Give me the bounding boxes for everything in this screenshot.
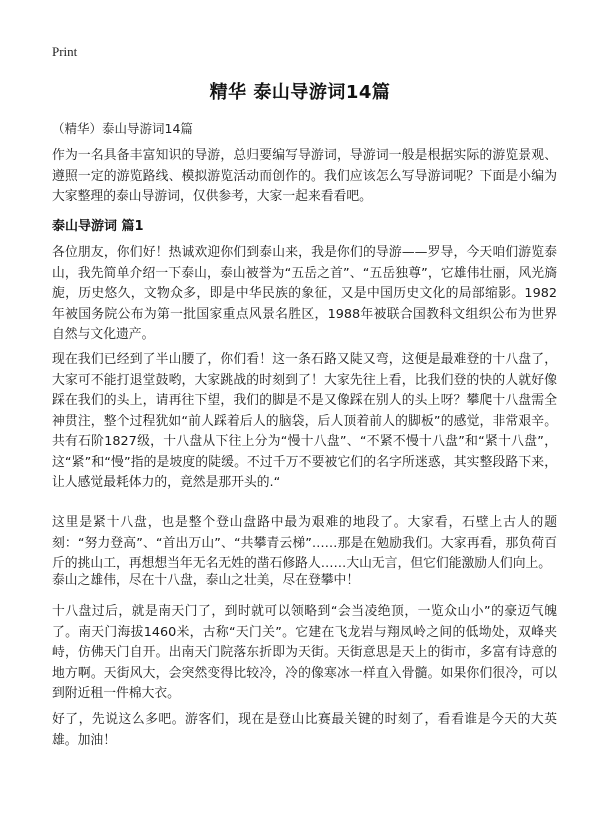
intro-paragraph: 作为一名具备丰富知识的导游，总归要编写导游词，导游词一般是根据实际的游览景观、遵照一定的游览路线、模拟游览活动而创作的。我们应该怎么写导游词呢？下面是小编为大家整理的泰山导游词，仅供参考，大家一起来看看吧。 (52, 148, 557, 204)
body-paragraph: 十八盘过后，就是南天门了，到时就可以领略到“会当凌绝顶，一览众山小”的豪迈气魄了。南天门海拔1460米，古称“天门关”。它建在飞龙岩与翔凤岭之间的低坳处，双峰夹峙，仿佛天门自开。出南天门院落东折即为天街。天街意思是天上的街市，多富有诗意的地方啊。天街风大，会突然变得比较冷，冷的像寒冰一样直入骨髓。如果你们很冷，可以到附近租一件棉大衣。 (52, 604, 557, 701)
body-paragraph: 各位朋友，你们好！热诚欢迎你们到泰山来，我是你们的导游——罗导，今天咱们游览泰山，我先简单介绍一下泰山，泰山被誉为“五岳之首”、“五岳独尊”，它雄伟壮丽，风光旖旎，历史悠久，文物众多，即是中华民族的象征，又是中国历史文化的局部缩影。1982年被国务院公布为第一批国家重点风景名胜区，1988年被联合国教科文组织公布为世界自然与文化遗产。 (52, 245, 557, 342)
body-paragraph: 好了，先说这么多吧。游客们，现在是登山比赛最关键的时刻了，看看谁是今天的大英雄。加油！ (52, 712, 557, 748)
document-subtitle: （精华）泰山导游词14篇 (52, 121, 193, 136)
paragraph-block-1 (52, 243, 557, 346)
section-heading: 泰山导游词 篇1 (52, 219, 144, 234)
intro-block (52, 146, 557, 208)
print-link[interactable]: Print (52, 44, 78, 59)
page-title: 精华 泰山导游词14篇 (209, 82, 391, 103)
paragraph-block-5 (52, 602, 557, 705)
paragraph-block-6 (52, 710, 557, 751)
paragraph-block-4 (52, 571, 557, 592)
paragraph-block-2 (52, 350, 557, 494)
body-paragraph: 这里是紧十八盘，也是整个登山盘路中最为艰难的地段了。大家看，石壁上古人的题刻：“努力登高”、“首出万山”、“共攀青云梯”……那是在勉励我们。大家再看，那负荷百斤的挑山工，再想想当年无名无姓的凿石修路人……大山无言，但它们能激励人们向上。 (52, 515, 557, 571)
body-paragraph: 泰山之雄伟，尽在十八盘，泰山之壮美，尽在登攀中！ (52, 573, 360, 588)
paragraph-block-3 (52, 513, 557, 575)
body-paragraph: 现在我们已经到了半山腰了，你们看！这一条石路又陡又弯，这便是最难登的十八盘了，大家可不能打退堂鼓哟，大家跳战的时刻到了！大家先往上看，比我们登的快的人就好像踩在我们的头上，请再往下望，我们的脚是不是又像踩在别人的头上呀？攀爬十八盘需全神贯注，整个过程犹如“前人踩着后人的脑袋，后人顶着前人的脚板”的感觉，非常艰辛。共有石阶1827级，十八盘从下往上分为“慢十八盘”、“不紧不慢十八盘”和“紧十八盘”，这“紧”和“慢”指的是坡度的陡缓。不过千万不要被它们的名字所迷惑，其实整段路下来，让人感觉最耗体力的，竟然是那开头的.“ (52, 352, 557, 490)
